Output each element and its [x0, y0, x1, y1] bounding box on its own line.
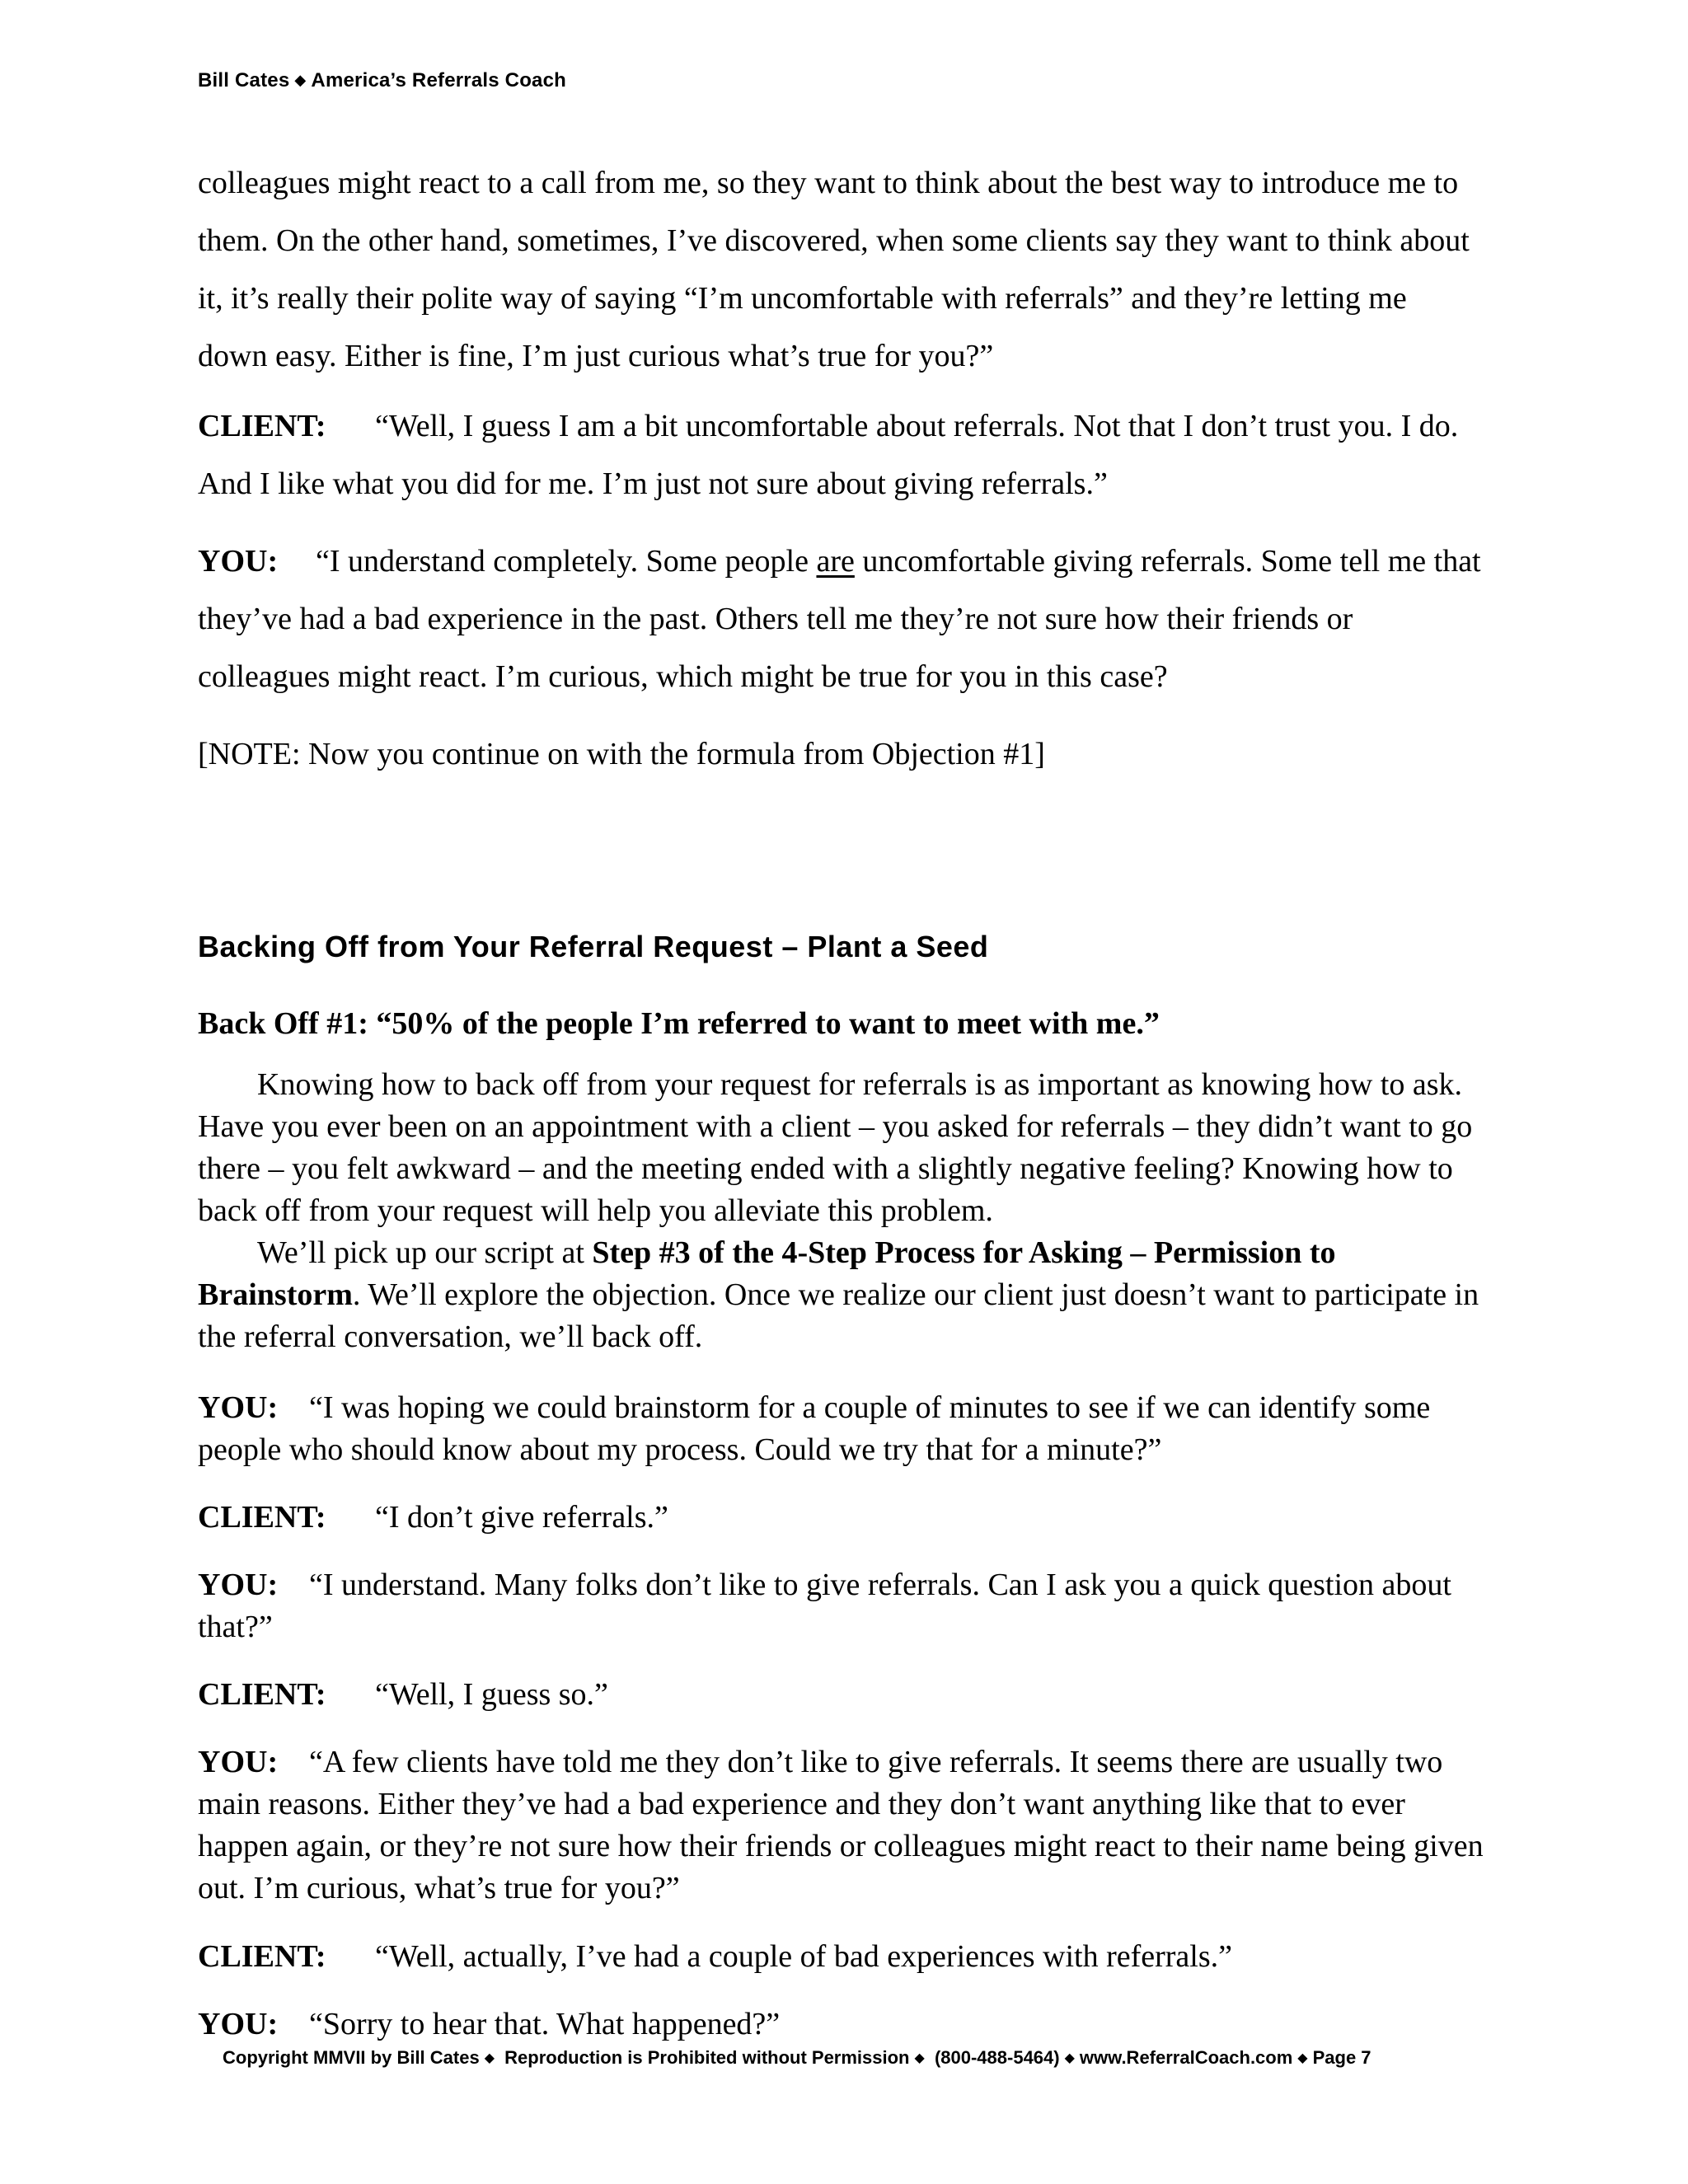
you-line-1-text-a: “I understand completely. Some people	[316, 544, 817, 579]
speaker-label-you: YOU:	[198, 1568, 279, 1602]
body-paragraph-1	[198, 1064, 1484, 1232]
you-line-3-text: “I understand. Many folks don’t like to give referrals. Can I ask you a quick question about that?”	[198, 1568, 1451, 1644]
diamond-separator-icon: ◆	[914, 2051, 925, 2065]
footer-website: www.ReferralCoach.com	[1079, 2047, 1293, 2068]
body-paragraph-2-bold: Step #3 of the 4-Step Process for Asking – Permission to Brainstorm	[198, 1235, 1336, 1312]
section-heading: Backing Off from Your Referral Request – Plant a Seed	[198, 930, 989, 963]
footer-reproduction: Reproduction is Prohibited without Permission	[504, 2047, 910, 2068]
you-line-4-text: “A few clients have told me they don’t like to give referrals. It seems there are usually two main reasons. Either they’ve had a bad experience and they don’t want anything like that to ever happen again, or they’re not sure how their friends or colleagues might react to their name being given out. I’m curious, what’s true for you?”	[198, 1745, 1484, 1905]
you-continued-paragraph	[198, 154, 1484, 385]
speaker-label-client: CLIENT:	[198, 1500, 326, 1535]
body-paragraph-1-text: Knowing how to back off from your request for referrals is as important as knowing how to ask. Have you ever been on an appointment with a client – you asked for referrals – they didn’t want to go there – you felt awkward – and the meeting ended with a slightly negative feeling? Knowing how to back off from your request will help you alleviate this problem.	[198, 1067, 1473, 1228]
you-line-1	[198, 532, 1484, 705]
body-paragraph-2	[198, 1232, 1484, 1358]
footer-copyright: Copyright MMVII by Bill Cates	[223, 2047, 480, 2068]
diamond-separator-icon: ◆	[1297, 2051, 1308, 2065]
diamond-separator-icon: ◆	[294, 72, 307, 88]
you-line-2-text: “I was hoping we could brainstorm for a couple of minutes to see if we can identify some people who should know about my process. Could we try that for a minute?”	[198, 1390, 1431, 1467]
you-line-4	[198, 1741, 1484, 1910]
client-line-4	[198, 1936, 1484, 1978]
body-paragraph-2-text-b: . We’ll explore the objection. Once we realize our client just doesn’t want to participate in the referral conversation, we’ll back off.	[198, 1277, 1479, 1354]
diamond-separator-icon: ◆	[484, 2051, 495, 2065]
you-line-1-underlined-word: are	[816, 544, 855, 579]
speaker-label-you: YOU:	[198, 1745, 279, 1779]
running-header	[198, 69, 566, 92]
client-line-2	[198, 1497, 1484, 1539]
footer-page-number: Page 7	[1312, 2047, 1372, 2068]
speaker-label-you: YOU:	[198, 2007, 279, 2041]
speaker-label-you: YOU:	[198, 1390, 279, 1425]
note-line	[198, 725, 1484, 783]
client-line-4-text: “Well, actually, I’ve had a couple of bad experiences with referrals.”	[375, 1939, 1233, 1974]
speaker-label-you: YOU:	[198, 544, 279, 579]
note-text: [NOTE: Now you continue on with the formula from Objection #1]	[198, 737, 1045, 771]
speaker-label-client: CLIENT:	[198, 409, 326, 443]
section-subheading	[198, 1003, 1484, 1045]
speaker-label-client: CLIENT:	[198, 1677, 326, 1712]
client-line-3	[198, 1674, 1484, 1716]
client-line-3-text: “Well, I guess so.”	[375, 1677, 608, 1712]
you-line-5-text: “Sorry to hear that. What happened?”	[309, 2007, 781, 2041]
client-line-1	[198, 397, 1484, 513]
client-line-2-text: “I don’t give referrals.”	[375, 1500, 668, 1535]
section-subheading-text: Back Off #1: “50% of the people I’m referred to want to meet with me.”	[198, 1006, 1160, 1041]
header-author: Bill Cates	[198, 69, 290, 91]
you-line-3	[198, 1564, 1484, 1648]
you-line-2	[198, 1387, 1484, 1471]
you-line-1-text-b: uncomfortable giving referrals. Some tell me that they’ve had a bad experience in the past. Others tell me they’re not sure how their friends or colleagues might react. I’m curious, which might be true for you in this case?	[198, 544, 1481, 694]
page-footer	[223, 2047, 1372, 2069]
footer-phone: (800-488-5464)	[934, 2047, 1060, 2068]
diamond-separator-icon: ◆	[1064, 2051, 1075, 2065]
client-line-1-text: “Well, I guess I am a bit uncomfortable about referrals. Not that I don’t trust you. I do. And I like what you did for me. I’m just not sure about giving referrals.”	[198, 409, 1459, 501]
you-continued-text: colleagues might react to a call from me, so they want to think about the best way to introduce me to them. On the other hand, sometimes, I’ve discovered, when some clients say they want to think about it, it’s really their polite way of saying “I’m uncomfortable with referrals” and they’re letting me down easy. Either is fine, I’m just curious what’s true for you?”	[198, 166, 1470, 373]
header-title: America’s Referrals Coach	[311, 69, 567, 91]
you-line-5	[198, 2004, 1484, 2046]
body-paragraph-2-text-a: We’ll pick up our script at	[257, 1235, 593, 1270]
speaker-label-client: CLIENT:	[198, 1939, 326, 1974]
